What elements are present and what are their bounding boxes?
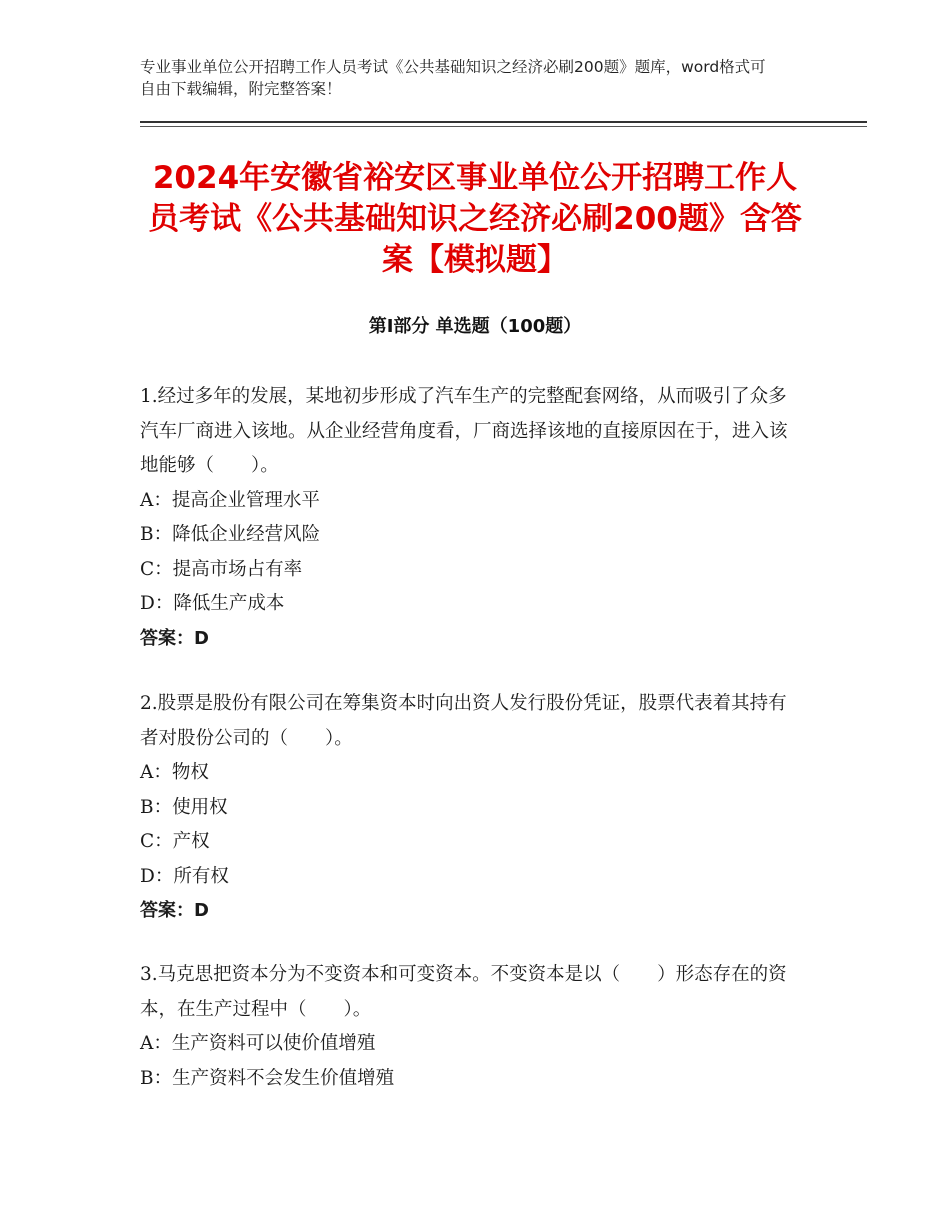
question-stem: 3.马克思把资本分为不变资本和可变资本。不变资本是以（ ）形态存在的资本，在生产过程中（ ）。 [140,964,787,1020]
document-title: 2024年安徽省裕安区事业单位公开招聘工作人员考试《公共基础知识之经济必刷200题》含答案【模拟题】 [148,160,802,278]
option-d: D：降低生产成本 [140,593,285,614]
option-c: C：产权 [140,831,210,852]
option-b: B：生产资料不会发生价值增殖 [140,1067,395,1089]
question-3 [140,958,800,1096]
answer-line: 答案：D [140,900,209,921]
option-c: C：提高市场占有率 [140,558,303,580]
header-rule-thick [140,121,867,123]
section-heading: 第Ⅰ部分 单选题（100题） [368,316,582,337]
header-rule-thin [140,126,867,127]
option-a: A：生产资料可以使价值增殖 [140,1033,376,1054]
question-2 [140,687,800,928]
option-a: A：物权 [140,762,209,783]
question-stem: 1.经过多年的发展，某地初步形成了汽车生产的完整配套网络，从而吸引了众多汽车厂商进入该地。从企业经营角度看，厂商选择该地的直接原因在于，进入该地能够（ ）。 [140,386,788,476]
option-a: A：提高企业管理水平 [140,489,320,511]
question-stem: 2.股票是股份有限公司在筹集资本时向出资人发行股份凭证，股票代表着其持有者对股份公司的（ ）。 [140,693,787,749]
option-b: B：降低企业经营风险 [140,524,321,545]
option-b: B：使用权 [140,796,228,818]
answer-line: 答案：D [140,627,209,649]
question-1 [140,380,800,656]
header-note: 专业事业单位公开招聘工作人员考试《公共基础知识之经济必刷200题》题库，word格式可自由下载编辑，附完整答案！ [140,58,766,98]
option-d: D：所有权 [140,865,229,887]
